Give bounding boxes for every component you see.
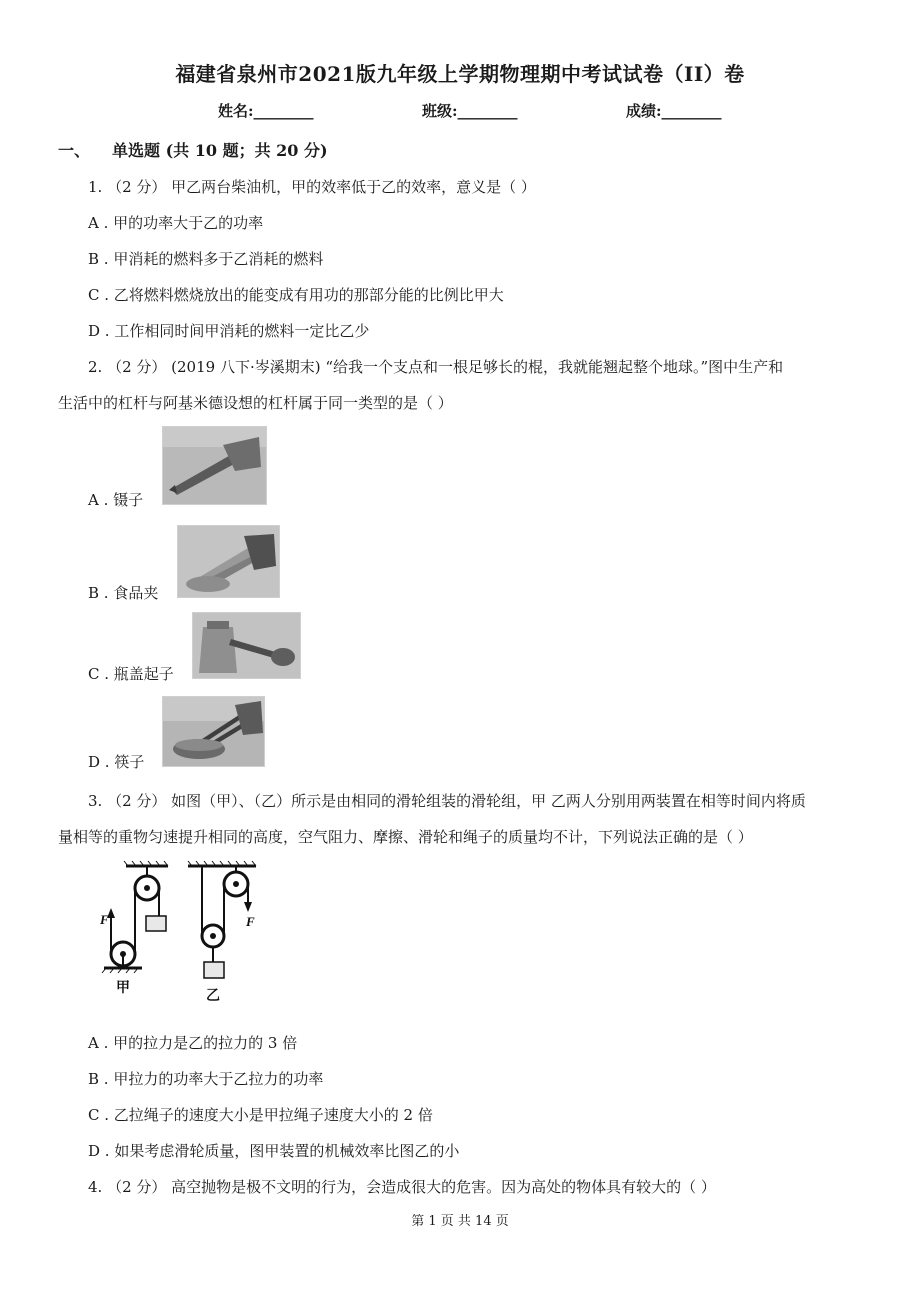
section-title: 单选题 (共 10 题；共 20 分): [112, 141, 328, 160]
bottle-opener-photo: [192, 612, 301, 679]
force-label-jia: F: [100, 912, 109, 927]
q4-stem: 4. （2 分） 高空抛物是极不文明的行为，会造成很大的危害。因为高处的物体具有较大的（ ）: [88, 1178, 716, 1196]
section-number: 一、: [58, 141, 91, 160]
q2-option-a: A . 镊子: [88, 491, 144, 509]
q2-stem-line2: 生活中的杠杆与阿基米德设想的杠杆属于同一类型的是（ ）: [58, 394, 453, 412]
tweezers-photo: [162, 426, 267, 505]
q1-option-d: D . 工作相同时间甲消耗的燃料一定比乙少: [88, 322, 370, 340]
q1-option-a: A . 甲的功率大于乙的功率: [88, 214, 264, 232]
q1-option-c: C . 乙将燃料燃烧放出的能变成有用功的那部分能的比例比甲大: [88, 286, 504, 304]
q3-option-d: D . 如果考虑滑轮质量，图甲装置的机械效率比图乙的小: [88, 1142, 460, 1160]
class-field: 班级:________: [422, 102, 518, 120]
pulley-system-yi: [188, 861, 256, 1004]
pulley-system-jia: [99, 861, 168, 996]
force-label-yi: F: [246, 914, 255, 929]
food-clip-photo: [177, 525, 280, 598]
q3-option-a: A . 甲的拉力是乙的拉力的 3 倍: [88, 1034, 298, 1052]
q1-option-b: B . 甲消耗的燃料多于乙消耗的燃料: [88, 250, 324, 268]
q2-stem-line1: 2. （2 分） (2019 八下·岑溪期末) “给我一个支点和一根足够长的棍，我就能翘起整个地球。”图中生产和: [88, 358, 784, 376]
q2-option-d: D . 筷子: [88, 753, 145, 771]
name-field: 姓名:________: [218, 102, 314, 120]
label-jia: 甲: [116, 980, 130, 996]
q3-option-b: B . 甲拉力的功率大于乙拉力的功率: [88, 1070, 324, 1088]
q1-stem: 1. （2 分） 甲乙两台柴油机，甲的效率低于乙的效率，意义是（ ）: [88, 178, 536, 196]
pulley-diagram: [96, 860, 276, 1005]
q3-option-c: C . 乙拉绳子的速度大小是甲拉绳子速度大小的 2 倍: [88, 1106, 433, 1124]
label-yi: 乙: [206, 988, 220, 1004]
section-heading: [58, 138, 328, 161]
q3-stem-line1: 3. （2 分） 如图（甲）、（乙）所示是由相同的滑轮组装的滑轮组，甲 乙两人分别用两装置在相等时间内将质: [88, 792, 806, 810]
page-footer: 第 1 页 共 14 页: [411, 1214, 509, 1229]
q2-option-c: C . 瓶盖起子: [88, 665, 174, 683]
score-field: 成绩:________: [626, 102, 722, 120]
page-title: 福建省泉州市2021版九年级上学期物理期中考试试卷（II）卷: [175, 62, 745, 86]
q2-option-b: B . 食品夹: [88, 584, 159, 602]
q3-stem-line2: 量相等的重物匀速提升相同的高度，空气阻力、摩擦、滑轮和绳子的质量均不计，下列说法正确的是（ ）: [58, 828, 753, 846]
chopsticks-photo: [162, 696, 265, 767]
